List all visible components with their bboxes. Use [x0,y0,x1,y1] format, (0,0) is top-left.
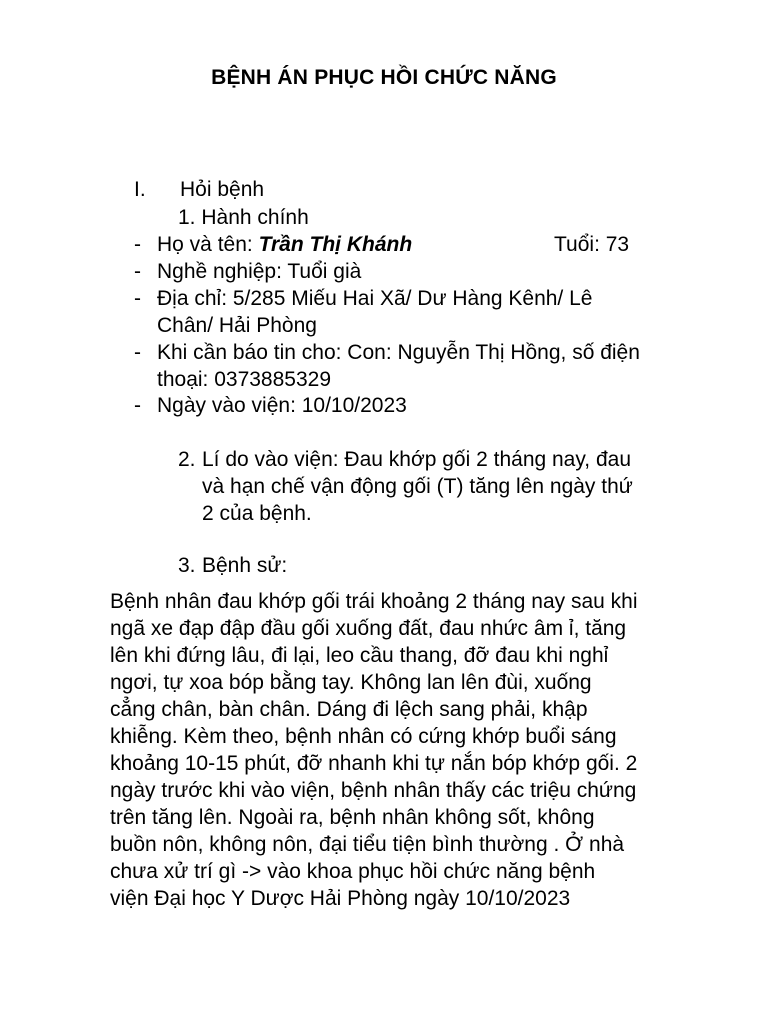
document-title: BỆNH ÁN PHỤC HỒI CHỨC NĂNG [211,66,557,89]
bullet-dash: - [134,287,141,310]
history-line: khiễng. Kèm theo, bệnh nhân có cứng khớp buổi sáng [110,725,617,748]
history-line: Bệnh nhân đau khớp gối trái khoảng 2 tháng nay sau khi [110,590,638,613]
history-line: ngã xe đạp đập đầu gối xuống đất, đau nhức âm ỉ, tăng [110,617,627,640]
patient-name-line [157,231,412,258]
reason-number: 2. [178,448,196,471]
history-heading-number: 3. [178,554,196,577]
history-line: ngơi, tự xoa bóp bằng tay. Không lan lên đùi, xuống [110,671,592,694]
occupation-line: Nghề nghiệp: Tuổi già [157,260,362,283]
admission-date-line: Ngày vào viện: 10/10/2023 [157,394,407,417]
history-line: lên khi đứng lâu, đi lại, leo cầu thang, đỡ đau khi nghỉ [110,644,609,667]
history-line: buồn nôn, không nôn, đại tiểu tiện bình thường . Ở nhà [110,833,625,856]
address-line-1: Địa chỉ: 5/285 Miếu Hai Xã/ Dư Hàng Kênh/ Lê [157,287,593,310]
bullet-dash: - [134,260,141,283]
section-heading [134,178,264,202]
section-number: I. [134,178,146,201]
section-label: Hỏi bệnh [180,178,265,201]
name-label: Họ và tên: [157,233,259,256]
bullet-dash: - [134,341,141,364]
history-line: cẳng chân, bàn chân. Dáng đi lệch sang phải, khập [110,698,588,721]
history-line: ngày trước khi vào viện, bệnh nhân thấy các triệu chứng [110,779,637,802]
bullet-dash: - [134,233,141,256]
bullet-dash: - [134,394,141,417]
patient-age: Tuổi: 73 [554,233,630,256]
reason-line-2: và hạn chế vận động gối (T) tăng lên ngày thứ [202,475,633,498]
reason-line-3: 2 của bệnh. [202,502,312,525]
address-line-2: Chân/ Hải Phòng [157,314,317,337]
reason-line-1: Lí do vào viện: Đau khớp gối 2 tháng nay, đau [202,448,632,471]
subsection-admin: 1. Hành chính [178,206,309,229]
history-line: trên tăng lên. Ngoài ra, bệnh nhân không sốt, không [110,806,595,829]
contact-line-2: thoại: 0373885329 [157,368,331,391]
history-paragraph [110,588,710,912]
history-line: viện Đại học Y Dược Hải Phòng ngày 10/10/2023 [110,887,571,910]
patient-name: Trần Thị Khánh [258,233,413,256]
contact-line-1: Khi cần báo tin cho: Con: Nguyễn Thị Hồng, số điện [157,341,640,364]
history-line: khoảng 10-15 phút, đỡ nhanh khi tự nắn bóp khớp gối. 2 [110,752,638,775]
history-heading: Bệnh sử: [202,554,288,577]
history-line: chưa xử trí gì -> vào khoa phục hồi chức năng bệnh [110,860,596,883]
